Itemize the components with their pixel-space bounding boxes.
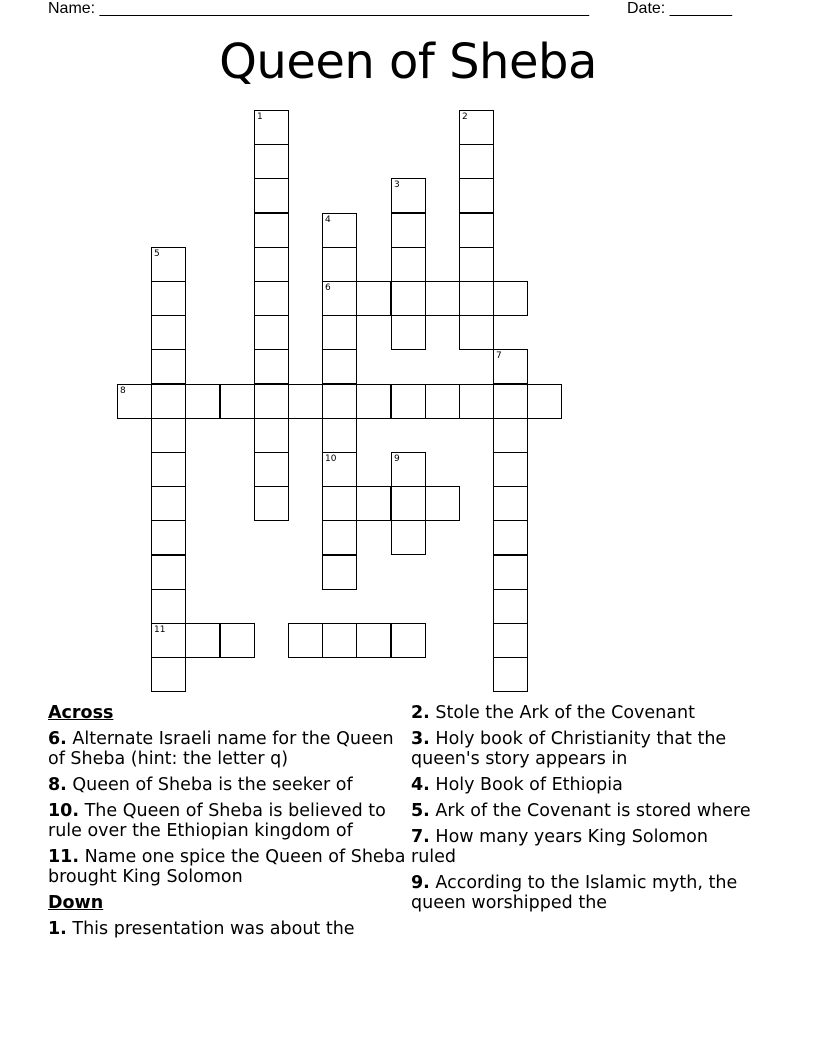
grid-cell[interactable] xyxy=(391,281,426,316)
grid-cell[interactable] xyxy=(220,384,255,419)
clue-down-1 xyxy=(48,919,408,939)
clue-down-7 xyxy=(411,827,751,867)
clue-number: 6. xyxy=(48,729,67,749)
grid-cell[interactable] xyxy=(151,486,186,521)
clue-text: Name one spice the Queen of Sheba brought King Solomon xyxy=(48,847,406,887)
grid-cell[interactable] xyxy=(459,384,494,419)
grid-cell[interactable] xyxy=(493,486,528,521)
grid-cell[interactable] xyxy=(322,418,357,453)
grid-cell[interactable] xyxy=(322,555,357,590)
grid-cell[interactable] xyxy=(391,623,426,658)
grid-cell[interactable] xyxy=(391,213,426,248)
clue-text: Alternate Israeli name for the Queen of Sheba (hint: the letter q) xyxy=(48,729,394,769)
grid-cell[interactable] xyxy=(151,555,186,590)
grid-cell[interactable] xyxy=(254,418,289,453)
grid-cell[interactable] xyxy=(459,110,494,145)
grid-cell[interactable] xyxy=(356,623,391,658)
grid-cell[interactable] xyxy=(254,178,289,213)
grid-cell[interactable] xyxy=(254,486,289,521)
grid-cell[interactable] xyxy=(151,281,186,316)
clue-text: This presentation was about the xyxy=(72,919,355,939)
clue-down-5 xyxy=(411,801,751,821)
clues-left-column xyxy=(48,703,408,945)
grid-cell[interactable] xyxy=(322,623,357,658)
grid-cell[interactable] xyxy=(459,315,494,350)
grid-cell[interactable] xyxy=(425,384,460,419)
clue-text: The Queen of Sheba is believed to rule over the Ethiopian kingdom of xyxy=(48,801,386,841)
clue-number-label: 9 xyxy=(394,454,400,464)
clue-down-2 xyxy=(411,703,751,723)
grid-cell[interactable] xyxy=(356,486,391,521)
grid-cell[interactable] xyxy=(151,657,186,692)
clue-number: 4. xyxy=(411,775,430,795)
clue-text: Queen of Sheba is the seeker of xyxy=(72,775,353,795)
grid-cell[interactable] xyxy=(254,281,289,316)
clue-text: Ark of the Covenant is stored where xyxy=(435,801,751,821)
date-field[interactable]: Date: _______ xyxy=(627,0,732,17)
clue-down-9 xyxy=(411,873,751,913)
clue-number: 3. xyxy=(411,729,430,749)
clue-text: Holy Book of Ethiopia xyxy=(435,775,623,795)
clue-text: According to the Islamic myth, the queen worshipped the xyxy=(411,873,738,913)
grid-cell[interactable] xyxy=(254,247,289,282)
grid-cell[interactable] xyxy=(493,555,528,590)
grid-cell[interactable] xyxy=(151,623,186,658)
clue-number-label: 6 xyxy=(325,283,331,293)
clue-number: 11. xyxy=(48,847,80,867)
grid-cell[interactable] xyxy=(356,281,391,316)
clue-number-label: 2 xyxy=(462,112,468,122)
grid-cell[interactable] xyxy=(391,452,426,487)
grid-cell[interactable] xyxy=(117,384,152,419)
grid-cell[interactable] xyxy=(151,315,186,350)
grid-cell[interactable] xyxy=(288,384,323,419)
grid-cell[interactable] xyxy=(151,589,186,624)
clues-right-column xyxy=(411,703,751,919)
clue-number-label: 7 xyxy=(496,351,502,361)
grid-cell[interactable] xyxy=(322,247,357,282)
clue-number: 9. xyxy=(411,873,430,893)
clue-number-label: 5 xyxy=(154,249,160,259)
grid-cell[interactable] xyxy=(322,486,357,521)
grid-cell[interactable] xyxy=(493,623,528,658)
grid-cell[interactable] xyxy=(391,520,426,555)
clue-number-label: 1 xyxy=(257,112,263,122)
grid-cell[interactable] xyxy=(322,281,357,316)
grid-cell[interactable] xyxy=(322,452,357,487)
grid-cell[interactable] xyxy=(322,315,357,350)
grid-cell[interactable] xyxy=(391,384,426,419)
grid-cell[interactable] xyxy=(151,452,186,487)
grid-cell[interactable] xyxy=(288,623,323,658)
clue-number: 5. xyxy=(411,801,430,821)
clue-text: Stole the Ark of the Covenant xyxy=(435,703,695,723)
grid-cell[interactable] xyxy=(493,418,528,453)
clue-number-label: 11 xyxy=(154,625,166,635)
grid-cell[interactable] xyxy=(254,349,289,384)
grid-cell[interactable] xyxy=(151,520,186,555)
clue-number: 7. xyxy=(411,827,430,847)
grid-cell[interactable] xyxy=(322,520,357,555)
grid-cell[interactable] xyxy=(254,110,289,145)
clue-number: 1. xyxy=(48,919,67,939)
clue-down-4 xyxy=(411,775,751,795)
down-heading: Down xyxy=(48,893,104,913)
grid-cell[interactable] xyxy=(459,247,494,282)
clue-number: 8. xyxy=(48,775,67,795)
grid-cell[interactable] xyxy=(425,281,460,316)
grid-cell[interactable] xyxy=(391,247,426,282)
grid-cell[interactable] xyxy=(459,213,494,248)
grid-cell[interactable] xyxy=(322,384,357,419)
clue-number-label: 8 xyxy=(120,386,126,396)
clue-number-label: 10 xyxy=(325,454,337,464)
grid-cell[interactable] xyxy=(151,418,186,453)
grid-cell[interactable] xyxy=(254,452,289,487)
clue-text: Holy book of Christianity that the queen's story appears in xyxy=(411,729,727,769)
grid-cell[interactable] xyxy=(493,384,528,419)
grid-cell[interactable] xyxy=(527,384,562,419)
grid-cell[interactable] xyxy=(151,247,186,282)
clue-down-3 xyxy=(411,729,751,769)
grid-cell[interactable] xyxy=(493,657,528,692)
grid-cell[interactable] xyxy=(493,281,528,316)
grid-cell[interactable] xyxy=(425,486,460,521)
grid-cell[interactable] xyxy=(459,281,494,316)
grid-cell[interactable] xyxy=(185,623,220,658)
across-heading: Across xyxy=(48,703,114,723)
grid-cell[interactable] xyxy=(391,178,426,213)
grid-cell[interactable] xyxy=(493,452,528,487)
grid-cell[interactable] xyxy=(151,384,186,419)
clue-across-6 xyxy=(48,729,408,769)
grid-cell[interactable] xyxy=(493,589,528,624)
grid-cell[interactable] xyxy=(459,178,494,213)
grid-cell[interactable] xyxy=(185,384,220,419)
grid-cell[interactable] xyxy=(391,486,426,521)
clue-across-10 xyxy=(48,801,408,841)
grid-cell[interactable] xyxy=(151,349,186,384)
grid-cell[interactable] xyxy=(493,349,528,384)
grid-cell[interactable] xyxy=(254,213,289,248)
grid-cell[interactable] xyxy=(459,144,494,179)
clue-across-11 xyxy=(48,847,408,887)
clue-across-8 xyxy=(48,775,408,795)
grid-cell[interactable] xyxy=(356,384,391,419)
name-field[interactable]: Name: _______________________________________________________ xyxy=(48,0,589,17)
clue-number: 2. xyxy=(411,703,430,723)
grid-cell[interactable] xyxy=(493,520,528,555)
clue-text: How many years King Solomon ruled xyxy=(411,827,708,867)
grid-cell[interactable] xyxy=(254,384,289,419)
grid-cell[interactable] xyxy=(254,315,289,350)
clue-number-label: 4 xyxy=(325,215,331,225)
grid-cell[interactable] xyxy=(254,144,289,179)
page-title: Queen of Sheba xyxy=(219,34,597,90)
grid-cell[interactable] xyxy=(322,349,357,384)
grid-cell[interactable] xyxy=(322,213,357,248)
clue-number: 10. xyxy=(48,801,80,821)
clue-number-label: 3 xyxy=(394,180,400,190)
grid-cell[interactable] xyxy=(391,315,426,350)
grid-cell[interactable] xyxy=(220,623,255,658)
